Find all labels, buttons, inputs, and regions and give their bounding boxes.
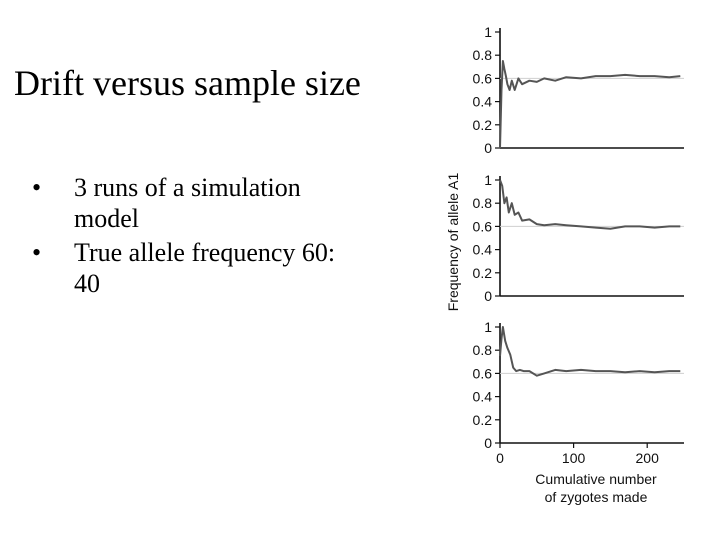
x-tick-label: 0 bbox=[496, 450, 504, 466]
y-tick-label: 1 bbox=[484, 319, 492, 335]
y-tick-label: 0 bbox=[484, 288, 492, 304]
bullet-list bbox=[28, 172, 358, 302]
series-line bbox=[500, 180, 680, 229]
x-axis-label: of zygotes made bbox=[544, 489, 648, 505]
bullet-dot: • bbox=[32, 173, 42, 202]
y-tick-label: 0.6 bbox=[472, 70, 492, 87]
drift-figure bbox=[436, 14, 704, 514]
bullet-item bbox=[28, 237, 358, 299]
series-line bbox=[500, 61, 680, 148]
slide-title: Drift versus sample size bbox=[14, 63, 361, 103]
y-tick-label: 0 bbox=[484, 140, 492, 156]
bullet-text: True allele frequency 60: 40 bbox=[74, 238, 336, 298]
y-tick-label: 0.4 bbox=[472, 241, 492, 258]
x-tick-label: 100 bbox=[561, 450, 586, 466]
bullet-text: 3 runs of a simulation model bbox=[74, 173, 301, 233]
y-tick-label: 0.2 bbox=[472, 116, 492, 133]
y-tick-label: 0 bbox=[484, 435, 492, 451]
y-tick-label: 0.8 bbox=[472, 342, 492, 359]
y-tick-label: 0.4 bbox=[472, 388, 492, 405]
series-line bbox=[500, 327, 680, 376]
y-tick-label: 0.8 bbox=[472, 47, 492, 64]
bullet-dot: • bbox=[32, 238, 42, 267]
y-tick-label: 0.8 bbox=[472, 195, 492, 212]
bullet-item bbox=[28, 172, 358, 234]
y-tick-label: 0.6 bbox=[472, 365, 492, 382]
drift-chart-svg bbox=[436, 14, 704, 514]
y-tick-label: 0.6 bbox=[472, 218, 492, 235]
x-axis-label: Cumulative number bbox=[535, 471, 657, 487]
x-tick-label: 200 bbox=[635, 450, 659, 466]
y-tick-label: 0.2 bbox=[472, 411, 492, 428]
y-tick-label: 1 bbox=[484, 172, 492, 188]
y-tick-label: 1 bbox=[484, 24, 492, 40]
y-axis-label: Frequency of allele A1 bbox=[445, 172, 461, 312]
y-tick-label: 0.4 bbox=[472, 93, 492, 110]
y-tick-label: 0.2 bbox=[472, 264, 492, 281]
